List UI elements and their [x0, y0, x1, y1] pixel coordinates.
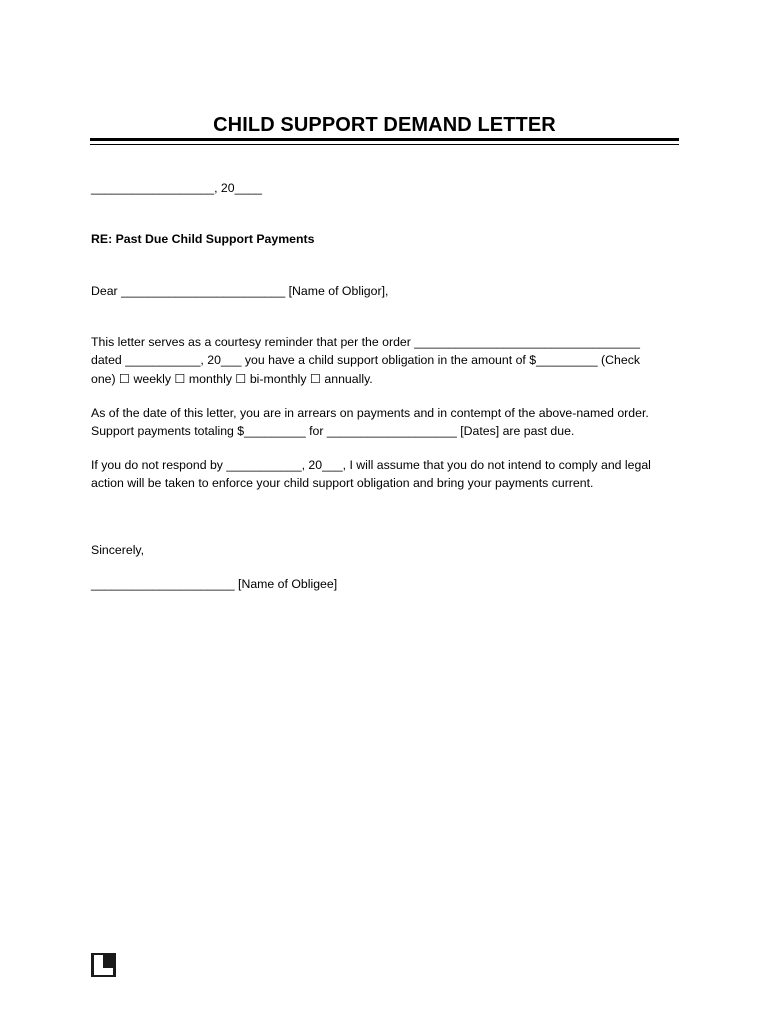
- title-rule-thin: [90, 144, 679, 145]
- paragraph-arrears: [91, 404, 671, 440]
- brand-logo-svg: [91, 953, 116, 977]
- re-line: RE: Past Due Child Support Payments: [91, 232, 315, 246]
- paragraph-reminder-line-3: one) ☐ weekly ☐ monthly ☐ bi-monthly ☐ annually.: [91, 372, 373, 386]
- paragraph-reminder: [91, 333, 671, 388]
- salutation: Dear ________________________ [Name of Obligor],: [91, 284, 389, 298]
- paragraph-reminder-line-1: This letter serves as a courtesy reminder that per the order _________________________________: [91, 335, 640, 349]
- brand-logo-icon: [91, 953, 116, 977]
- paragraph-reminder-line-2: dated ___________, 20___ you have a child support obligation in the amount of $_________ (Check: [91, 353, 641, 367]
- date-line: __________________, 20____: [91, 181, 262, 195]
- paragraph-warning-line-2: action will be taken to enforce your child support obligation and bring your payments current.: [91, 476, 594, 490]
- document-title: CHILD SUPPORT DEMAND LETTER: [213, 114, 556, 136]
- paragraph-arrears-line-2: Support payments totaling $_________ for ___________________ [Dates] are past due.: [91, 424, 575, 438]
- signature-line: _____________________ [Name of Obligee]: [91, 577, 338, 591]
- closing: Sincerely,: [91, 543, 145, 557]
- paragraph-arrears-line-1: As of the date of this letter, you are in arrears on payments and in contempt of the above-named order.: [91, 406, 649, 420]
- paragraph-warning: [91, 456, 671, 492]
- title-rule-thick: [90, 138, 679, 141]
- paragraph-warning-line-1: If you do not respond by ___________, 20___, I will assume that you do not intend to comply and legal: [91, 458, 651, 472]
